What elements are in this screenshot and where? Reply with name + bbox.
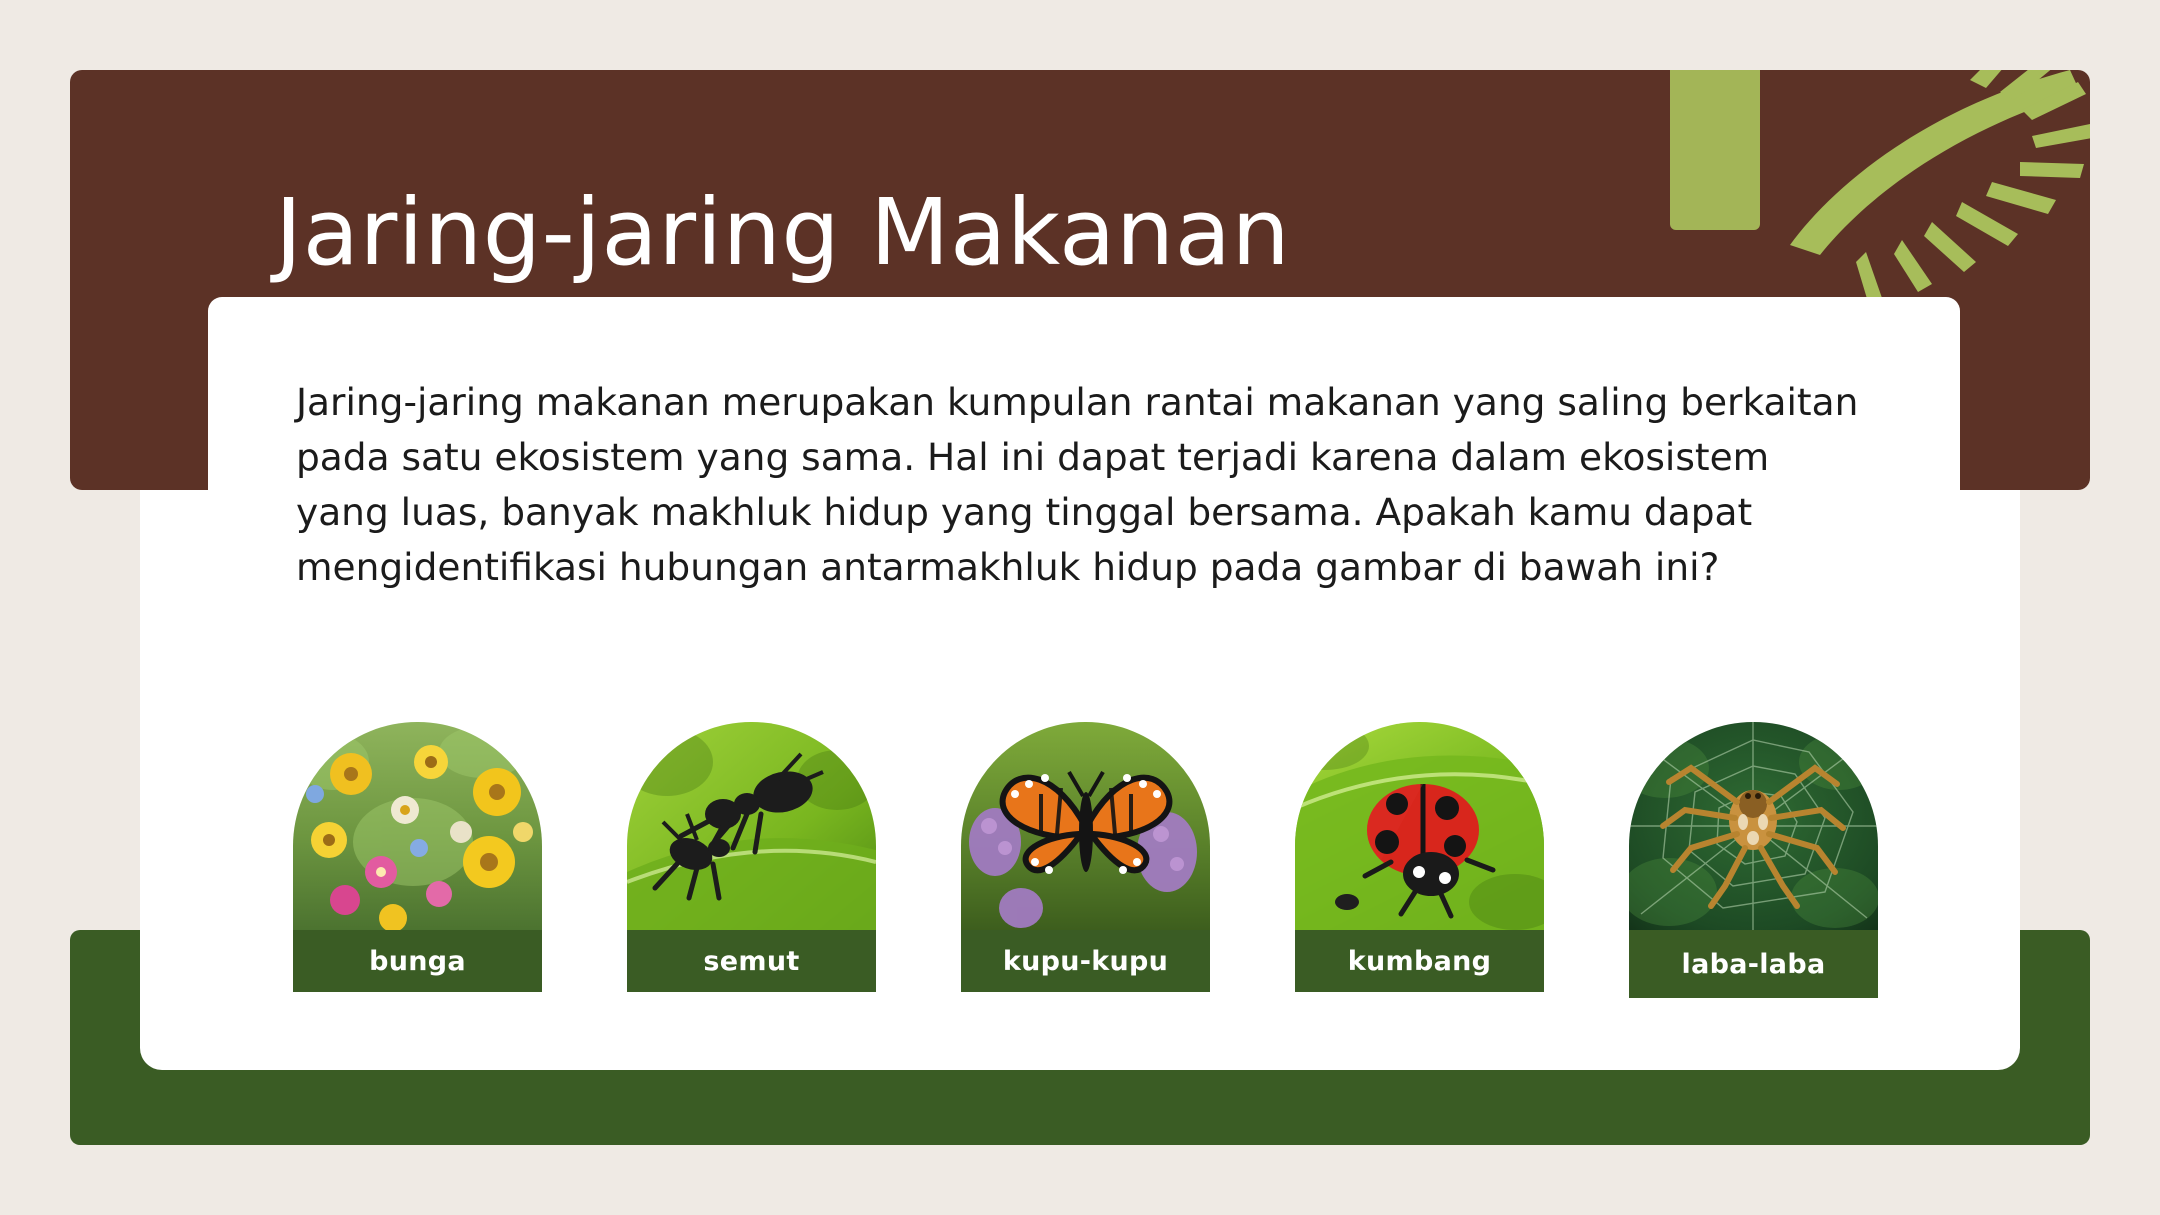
organism-row [293, 722, 1893, 998]
organism-label: bunga [293, 930, 542, 992]
palm-leaf-icon [1670, 70, 2090, 320]
organism-card-kumbang[interactable] [1295, 722, 1544, 998]
organism-card-semut[interactable] [627, 722, 876, 998]
flower-photo [293, 722, 542, 930]
organism-label: kumbang [1295, 930, 1544, 992]
body-paragraph: Jaring-jaring makanan merupakan kumpulan rantai makanan yang saling berkaitan pada satu ekosistem yang sama. Hal ini dapat terjadi karena dalam ekosistem yang luas, banyak makhluk hidup yang tinggal bersama. Apakah kamu dapat mengidentifikasi hubungan antarmakhluk hidup pada gambar di bawah ini? [296, 380, 1859, 590]
ladybug-photo [1295, 722, 1544, 930]
organism-label: kupu-kupu [961, 930, 1210, 992]
ant-photo [627, 722, 876, 930]
organism-label: laba-laba [1629, 930, 1878, 998]
spider-photo [1629, 722, 1878, 930]
organism-label: semut [627, 930, 876, 992]
organism-card-kupu-kupu[interactable] [961, 722, 1210, 998]
organism-card-bunga[interactable] [293, 722, 542, 998]
organism-card-laba-laba[interactable] [1629, 722, 1878, 998]
page-title: Jaring-jaring Makanan [275, 179, 1291, 286]
butterfly-photo [961, 722, 1210, 930]
